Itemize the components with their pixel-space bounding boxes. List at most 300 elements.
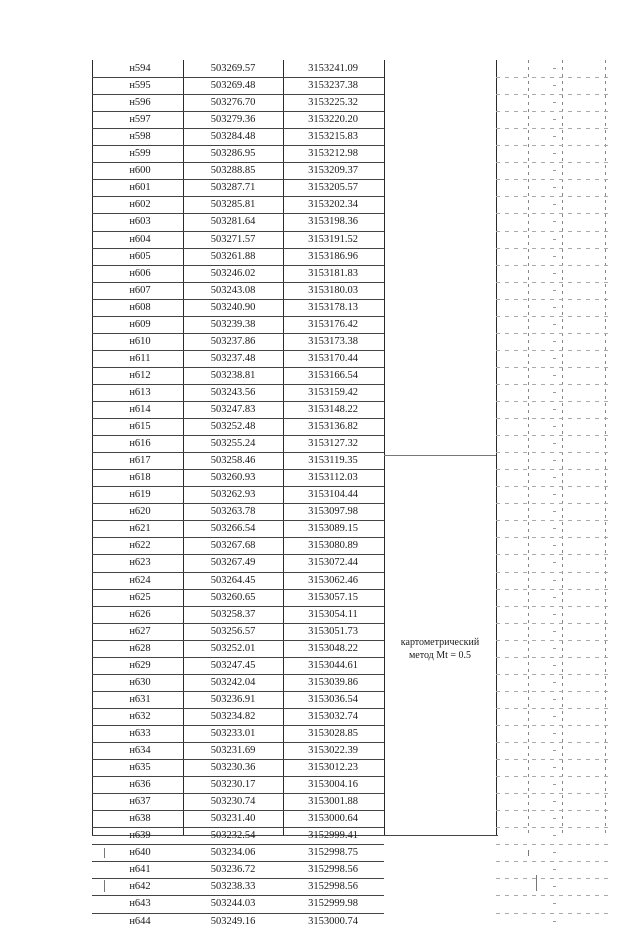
- table-row: [0, 589, 640, 606]
- coord-y: 3153080.89: [308, 540, 358, 552]
- table-row: [0, 606, 640, 623]
- row-divider: [92, 844, 384, 845]
- point-id: н644: [129, 915, 151, 927]
- cell-tick-mark: [553, 375, 556, 376]
- faint-row-divider: [496, 418, 612, 419]
- point-id: н639: [129, 830, 151, 842]
- row-divider: [92, 401, 384, 402]
- row-divider: [92, 162, 384, 163]
- point-id: н614: [129, 404, 151, 415]
- cell-tick-mark: [553, 852, 556, 853]
- point-id: н612: [129, 369, 151, 381]
- row-divider: [92, 793, 384, 794]
- point-id: н599: [129, 148, 151, 160]
- table-row: [0, 384, 640, 401]
- cell-tick-mark: [553, 409, 556, 410]
- faint-row-divider: [496, 742, 612, 743]
- row-divider: [92, 77, 384, 78]
- row-divider: [92, 94, 384, 95]
- coord-x: 503266.54: [210, 523, 256, 535]
- faint-row-divider: [496, 196, 612, 197]
- row-divider: [92, 231, 384, 232]
- cell-tick-mark: [553, 886, 556, 887]
- cell-tick-mark: [553, 187, 556, 188]
- coord-y: 3153072.44: [308, 557, 358, 569]
- coord-x: 503246.02: [210, 267, 256, 279]
- coord-x: 503252.48: [210, 421, 256, 433]
- faint-row-divider: [496, 435, 612, 436]
- point-id: н604: [129, 233, 151, 245]
- point-id: н631: [129, 693, 151, 705]
- coord-x: 503263.78: [210, 506, 256, 518]
- cell-tick-mark: [553, 477, 556, 478]
- cell-tick-mark: [553, 341, 556, 342]
- row-divider: [92, 333, 384, 334]
- faint-row-divider: [496, 776, 612, 777]
- faint-row-divider: [496, 486, 612, 487]
- coord-x: 503237.86: [210, 335, 256, 347]
- table-row: [0, 333, 640, 350]
- cell-tick-mark: [553, 648, 556, 649]
- coord-x: 503279.36: [210, 114, 256, 126]
- coord-y: 3153186.96: [308, 250, 358, 262]
- cell-tick-mark: [553, 273, 556, 274]
- table-row: [0, 776, 640, 793]
- coord-x: 503258.46: [210, 455, 256, 467]
- row-divider: [92, 827, 384, 828]
- coord-y: 3153032.74: [308, 710, 358, 722]
- faint-row-divider: [496, 213, 612, 214]
- point-id: н597: [129, 114, 151, 126]
- cell-tick-mark: [553, 733, 556, 734]
- cell-tick-mark: [553, 545, 556, 546]
- coord-y: 3153181.83: [308, 267, 358, 279]
- row-divider: [92, 878, 384, 879]
- row-divider: [92, 913, 384, 914]
- coord-y: 3153000.64: [308, 813, 358, 825]
- coord-x: 503234.06: [210, 847, 256, 859]
- table-row: [0, 895, 640, 912]
- table-row: [0, 554, 640, 571]
- row-divider: [92, 435, 384, 436]
- faint-row-divider: [496, 452, 612, 453]
- coord-x: 503269.48: [210, 80, 256, 92]
- point-id: н598: [129, 131, 151, 143]
- table-row: [0, 213, 640, 230]
- coord-y: 3153048.22: [308, 642, 358, 654]
- coord-y: 3153198.36: [308, 216, 358, 228]
- faint-row-divider: [496, 503, 612, 504]
- point-id: н640: [129, 847, 151, 859]
- row-divider: [92, 350, 384, 351]
- row-divider: [92, 691, 384, 692]
- point-id: н609: [129, 318, 151, 330]
- table-row: [0, 162, 640, 179]
- scan-mark: [104, 880, 105, 892]
- coord-y: 3153170.44: [308, 352, 358, 364]
- cell-tick-mark: [553, 699, 556, 700]
- row-divider: [92, 265, 384, 266]
- faint-row-divider: [496, 94, 612, 95]
- faint-row-divider: [496, 384, 612, 385]
- coord-y: 3153178.13: [308, 301, 358, 313]
- coord-y: 3153159.42: [308, 386, 358, 398]
- coord-y: 3153057.15: [308, 591, 358, 603]
- row-divider: [92, 299, 384, 300]
- coord-x: 503286.95: [210, 148, 256, 160]
- coord-y: 3153176.42: [308, 318, 358, 330]
- coord-y: 3153089.15: [308, 523, 358, 535]
- faint-row-divider: [496, 725, 612, 726]
- row-divider: [92, 282, 384, 283]
- cell-tick-mark: [553, 119, 556, 120]
- point-id: н600: [129, 165, 151, 177]
- cell-tick-mark: [553, 85, 556, 86]
- faint-row-divider: [496, 128, 612, 129]
- row-divider: [92, 316, 384, 317]
- table-row: [0, 913, 640, 930]
- point-id: н642: [129, 881, 151, 893]
- table-row: [0, 742, 640, 759]
- coord-x: 503234.82: [210, 710, 256, 722]
- table-row: [0, 94, 640, 111]
- faint-row-divider: [496, 554, 612, 555]
- cell-tick-mark: [553, 358, 556, 359]
- coord-x: 503231.69: [210, 745, 256, 756]
- table-row: [0, 623, 640, 640]
- coord-x: 503287.71: [210, 182, 256, 194]
- coord-x: 503271.57: [210, 233, 256, 245]
- faint-row-divider: [496, 248, 612, 249]
- point-id: н594: [129, 63, 151, 74]
- coord-y: 3152999.98: [308, 898, 358, 910]
- cell-tick-mark: [553, 307, 556, 308]
- point-id: н636: [129, 779, 151, 791]
- row-divider: [92, 725, 384, 726]
- coord-y: 3153209.37: [308, 165, 358, 177]
- cell-tick-mark: [553, 614, 556, 615]
- point-id: н613: [129, 386, 151, 398]
- coord-x: 503269.57: [210, 63, 256, 74]
- coord-x: 503260.65: [210, 591, 256, 603]
- coord-y: 3153212.98: [308, 148, 358, 160]
- cell-tick-mark: [553, 818, 556, 819]
- coord-x: 503258.37: [210, 608, 256, 620]
- row-divider: [92, 674, 384, 675]
- table-row: [0, 759, 640, 776]
- coord-y: 3153112.03: [308, 472, 358, 484]
- faint-row-divider: [496, 895, 612, 896]
- coord-x: 503276.70: [210, 97, 256, 109]
- cell-tick-mark: [553, 290, 556, 291]
- table-row: [0, 503, 640, 520]
- coord-y: 3153205.57: [308, 182, 358, 194]
- scan-mark: [536, 875, 537, 891]
- coord-x: 503243.08: [210, 284, 256, 296]
- coord-y: 3153028.85: [308, 727, 358, 739]
- point-id: н610: [129, 335, 151, 347]
- coord-x: 503267.68: [210, 540, 256, 552]
- cell-tick-mark: [553, 597, 556, 598]
- table-row: [0, 810, 640, 827]
- table-row: [0, 145, 640, 162]
- faint-row-divider: [496, 913, 612, 914]
- coord-y: 3153180.03: [308, 284, 358, 296]
- coord-x: 503237.48: [210, 352, 256, 364]
- coord-x: 503247.83: [210, 404, 256, 415]
- cell-tick-mark: [553, 580, 556, 581]
- method-line-1: картометрический: [400, 637, 480, 648]
- row-divider: [92, 248, 384, 249]
- point-id: н629: [129, 659, 151, 671]
- coord-x: 503243.56: [210, 386, 256, 398]
- point-id: н633: [129, 727, 151, 739]
- table-row: [0, 111, 640, 128]
- coord-x: 503240.90: [210, 301, 256, 313]
- table-row: [0, 265, 640, 282]
- coord-y: 3153044.61: [308, 659, 358, 671]
- point-id: н626: [129, 608, 151, 620]
- cell-tick-mark: [553, 921, 556, 922]
- coord-x: 503247.45: [210, 659, 256, 671]
- point-id: н601: [129, 182, 151, 194]
- coord-y: 3153136.82: [308, 421, 358, 433]
- point-id: н634: [129, 745, 151, 756]
- row-divider: [92, 759, 384, 760]
- table-row: [0, 60, 640, 77]
- row-divider: [92, 572, 384, 573]
- method-line-2: метод Mt = 0.5: [408, 650, 472, 661]
- cell-tick-mark: [553, 443, 556, 444]
- cell-tick-mark: [553, 716, 556, 717]
- coord-x: 503260.93: [210, 472, 256, 484]
- faint-row-divider: [496, 793, 612, 794]
- faint-row-divider: [496, 111, 612, 112]
- point-id: н625: [129, 591, 151, 603]
- row-divider: [92, 179, 384, 180]
- faint-row-divider: [496, 299, 612, 300]
- cell-tick-mark: [553, 665, 556, 666]
- coord-y: 3153000.74: [308, 915, 358, 927]
- faint-row-divider: [496, 231, 612, 232]
- point-id: н617: [129, 455, 151, 467]
- faint-row-divider: [496, 674, 612, 675]
- row-divider: [92, 640, 384, 641]
- faint-row-divider: [496, 640, 612, 641]
- faint-row-divider: [496, 316, 612, 317]
- row-divider: [92, 520, 384, 521]
- table-row: [0, 793, 640, 810]
- table-row: [0, 572, 640, 589]
- faint-row-divider: [496, 827, 612, 828]
- row-divider: [92, 657, 384, 658]
- table-row: [0, 861, 640, 878]
- cell-tick-mark: [553, 528, 556, 529]
- point-id: н637: [129, 796, 151, 808]
- coord-y: 3153119.35: [308, 455, 358, 467]
- coord-x: 503239.38: [210, 318, 256, 330]
- point-id: н596: [129, 97, 151, 109]
- faint-row-divider: [496, 520, 612, 521]
- coord-x: 503261.88: [210, 250, 256, 262]
- row-divider: [92, 145, 384, 146]
- table-row: [0, 827, 640, 844]
- row-divider: [92, 367, 384, 368]
- faint-row-divider: [496, 145, 612, 146]
- row-divider: [92, 537, 384, 538]
- coord-x: 503255.24: [210, 438, 256, 450]
- point-id: н618: [129, 472, 151, 484]
- table-row: [0, 657, 640, 674]
- point-id: н605: [129, 250, 151, 262]
- table-row: [0, 248, 640, 265]
- point-id: н635: [129, 762, 151, 774]
- table-row: [0, 708, 640, 725]
- point-id: н621: [129, 523, 151, 535]
- row-divider: [92, 486, 384, 487]
- faint-row-divider: [496, 401, 612, 402]
- cell-tick-mark: [553, 494, 556, 495]
- scan-mark: [528, 850, 529, 856]
- coord-y: 3152999.41: [308, 830, 358, 842]
- point-id: н622: [129, 540, 151, 552]
- faint-row-divider: [496, 623, 612, 624]
- coord-x: 503242.04: [210, 676, 256, 688]
- coord-y: 3152998.75: [308, 847, 358, 859]
- cell-tick-mark: [553, 68, 556, 69]
- cell-tick-mark: [553, 801, 556, 802]
- coord-y: 3153004.16: [308, 779, 358, 791]
- row-divider: [92, 861, 384, 862]
- cell-tick-mark: [553, 239, 556, 240]
- coord-x: 503232.54: [210, 830, 256, 842]
- row-divider: [92, 128, 384, 129]
- cell-tick-mark: [553, 767, 556, 768]
- cell-tick-mark: [553, 562, 556, 563]
- coord-y: 3153001.88: [308, 796, 358, 808]
- cell-tick-mark: [553, 903, 556, 904]
- point-id: н641: [129, 864, 151, 876]
- table-row: [0, 418, 640, 435]
- faint-row-divider: [496, 77, 612, 78]
- cell-tick-mark: [553, 102, 556, 103]
- faint-row-divider: [496, 810, 612, 811]
- point-id: н607: [129, 284, 151, 296]
- table-row: [0, 179, 640, 196]
- row-divider: [92, 111, 384, 112]
- coord-y: 3153215.83: [308, 131, 358, 143]
- faint-row-divider: [496, 759, 612, 760]
- coord-x: 503264.45: [210, 574, 256, 586]
- point-id: н606: [129, 267, 151, 279]
- faint-row-divider: [496, 537, 612, 538]
- cell-tick-mark: [553, 221, 556, 222]
- coord-y: 3153062.46: [308, 574, 358, 586]
- coord-y: 3153054.11: [308, 608, 358, 620]
- table-row: [0, 128, 640, 145]
- point-id: н608: [129, 301, 151, 313]
- table-row: [0, 725, 640, 742]
- cell-tick-mark: [553, 392, 556, 393]
- cell-tick-mark: [553, 204, 556, 205]
- point-id: н630: [129, 676, 151, 688]
- point-id: н638: [129, 813, 151, 825]
- table-row: [0, 691, 640, 708]
- coord-x: 503230.36: [210, 762, 256, 774]
- coord-y: 3153148.22: [308, 404, 358, 415]
- cell-tick-mark: [553, 170, 556, 171]
- point-id: н632: [129, 710, 151, 722]
- cell-tick-mark: [553, 426, 556, 427]
- row-divider: [92, 469, 384, 470]
- coord-y: 3153097.98: [308, 506, 358, 518]
- table-row: [0, 231, 640, 248]
- table-row: [0, 452, 640, 469]
- row-divider: [92, 606, 384, 607]
- point-id: н611: [129, 352, 151, 364]
- coord-x: 503238.81: [210, 369, 256, 381]
- coord-y: 3153241.09: [308, 63, 358, 74]
- faint-row-divider: [496, 657, 612, 658]
- faint-row-divider: [496, 606, 612, 607]
- point-id: н643: [129, 898, 151, 910]
- faint-row-divider: [496, 691, 612, 692]
- coord-y: 3153191.52: [308, 233, 358, 245]
- table-row: [0, 520, 640, 537]
- cell-tick-mark: [553, 153, 556, 154]
- faint-row-divider: [496, 350, 612, 351]
- row-divider: [92, 452, 384, 453]
- row-divider: [92, 895, 384, 896]
- row-divider: [92, 589, 384, 590]
- faint-row-divider: [496, 162, 612, 163]
- coord-y: 3153127.32: [308, 438, 358, 450]
- scan-mark: [104, 848, 105, 858]
- table-row: [0, 350, 640, 367]
- coord-x: 503249.16: [210, 915, 256, 927]
- point-id: н627: [129, 625, 151, 637]
- row-divider: [92, 623, 384, 624]
- coord-x: 503230.74: [210, 796, 256, 808]
- table-row: [0, 435, 640, 452]
- row-divider: [92, 213, 384, 214]
- coord-x: 503244.03: [210, 898, 256, 910]
- cell-tick-mark: [553, 631, 556, 632]
- coord-x: 503252.01: [210, 642, 256, 654]
- row-divider: [92, 776, 384, 777]
- table-row: [0, 77, 640, 94]
- coord-y: 3153036.54: [308, 693, 358, 705]
- faint-row-divider: [496, 572, 612, 573]
- faint-row-divider: [496, 708, 612, 709]
- table-row: [0, 486, 640, 503]
- coord-y: 3153022.39: [308, 745, 358, 756]
- faint-row-divider: [496, 367, 612, 368]
- table-row: [0, 674, 640, 691]
- faint-row-divider: [496, 861, 612, 862]
- coord-x: 503284.48: [210, 131, 256, 143]
- point-id: н619: [129, 489, 151, 501]
- point-id: н624: [129, 574, 151, 586]
- coord-y: 3152998.56: [308, 881, 358, 893]
- table-row: [0, 196, 640, 213]
- point-id: н602: [129, 199, 151, 211]
- table-row: [0, 367, 640, 384]
- coord-y: 3153012.23: [308, 762, 358, 774]
- coord-x: 503236.72: [210, 864, 256, 876]
- faint-row-divider: [496, 179, 612, 180]
- point-id: н615: [129, 421, 151, 433]
